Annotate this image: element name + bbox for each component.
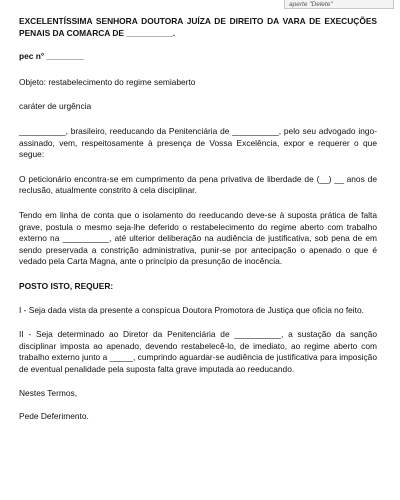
intro-paragraph: __________, brasileiro, reeducando da Penitenciária de __________, pelo seu advogado ingo-assinado, vem, respeitosamente à presença de Vossa Excelência, expor e requerer o que segue: bbox=[19, 125, 377, 160]
petition-object: Objeto: restabelecimento do regime semiaberto bbox=[19, 76, 196, 87]
petition-body bbox=[19, 16, 377, 436]
closing-terms: Nestes Termos, bbox=[19, 388, 78, 399]
process-number: pec n° ________ bbox=[19, 51, 84, 62]
request-item-1: I - Seja dada vista da presente a conspícua Doutora Promotora de Justiça que oficia no feito. bbox=[19, 304, 364, 315]
argument-paragraph: Tendo em linha de conta que o isolamento do reeducando deve-se à suposta prática de falta grave, postula o mesmo seja-lhe deferido o restabelecimento do regime aberto com trabalho externo na __________, até ulterior deliberação na audiência de justificativa, sob pena de em sendo preservada a constrição administrativa, punir-se por antecipação o apenado o que é vedado pela Carta Magna, ante o princípio da presunção de inocência. bbox=[19, 209, 377, 267]
delete-hint-label: aperte "Delete" bbox=[284, 0, 394, 9]
request-heading: POSTO ISTO, REQUER: bbox=[19, 280, 114, 291]
urgency-note: caráter de urgência bbox=[19, 101, 92, 112]
petition-header: EXCELENTÍSSIMA SENHORA DOUTORA JUÍZA DE DIREITO DA VARA DE EXECUÇÕES PENAIS DA COMARCA DE __________. bbox=[19, 16, 377, 38]
sentence-paragraph: O peticionário encontra-se em cumprimento da pena privativa de liberdade de (__) __ anos de reclusão, atualmente constrito à cela disciplinar. bbox=[19, 173, 377, 196]
closing-request: Pede Deferimento. bbox=[19, 411, 89, 422]
request-item-2: II - Seja determinado ao Diretor da Penitenciária de __________, a sustação da sanção disciplinar imposta ao apenado, devendo restabelecê-lo, de imediato, ao regime aberto com trabalho externo junto a _____, cumprindo aguardar-se audiência de justificativa para imposição de eventual penalidade pela suposta falta grave imputada ao reeducando. bbox=[19, 329, 377, 374]
